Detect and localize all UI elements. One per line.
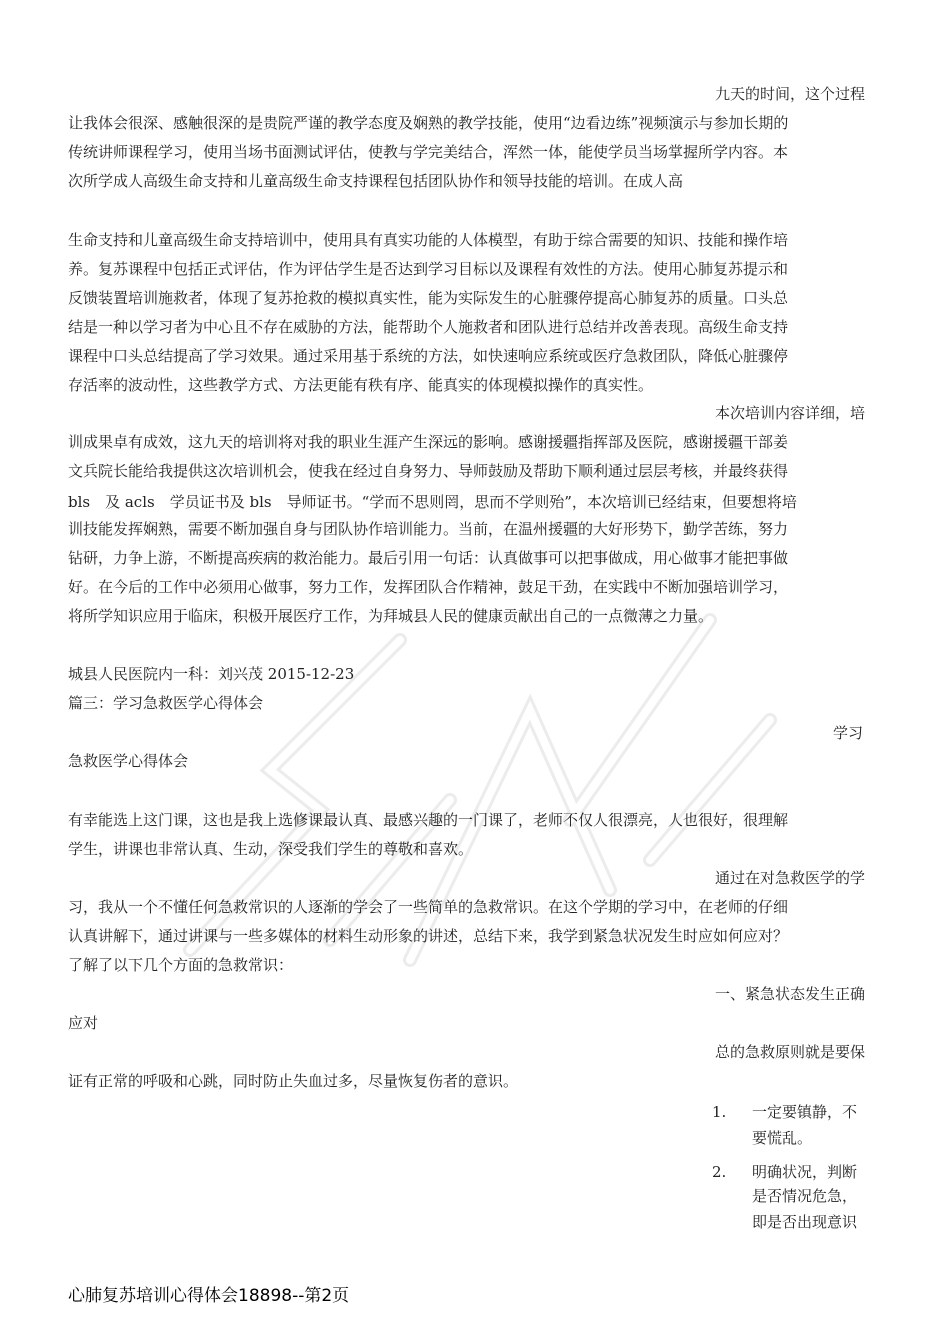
- paragraph-3-line: 训成果卓有成效，这九天的培训将对我的职业生涯产生深远的影响。感谢援疆指挥部及医院，感谢援疆干部姜: [68, 433, 789, 451]
- paragraph-3-line: 文兵院长能给我提供这次培训机会，使我在经过自身努力、导师鼓励及帮助下顺利通过层层考核，并最终获得: [68, 462, 789, 480]
- paragraph-2-line: 结是一种以学习者为中心且不存在威胁的方法，能帮助个人施救者和团队进行总结并改善表现。高级生命支持: [68, 318, 789, 336]
- paragraph-3-line: 将所学知识应用于临床，积极开展医疗工作，为拜城县人民的健康贡献出自己的一点微薄之力量。: [68, 607, 714, 625]
- paragraph-5-right-lead: 通过在对急救医学的学: [715, 869, 866, 887]
- paragraph-4-line: 学生，讲课也非常认真、生动，深受我们学生的尊敬和喜欢。: [68, 840, 474, 858]
- paragraph-2-line: 课程中口头总结提高了学习效果。通过采用基于系统的方法，如快速响应系统或医疗急救团队，降低心脏骤停: [68, 347, 789, 365]
- paragraph-1-line: 次所学成人高级生命支持和儿童高级生命支持课程包括团队协作和领导技能的培训。在成人高: [68, 172, 684, 190]
- paragraph-5-line: 习，我从一个不懂任何急救常识的人逐渐的学会了一些简单的急救常识。在这个学期的学习中，在老师的仔细: [68, 898, 789, 916]
- paragraph-2-line: 反馈装置培训施救者，体现了复苏抢救的模拟真实性，能为实际发生的心脏骤停提高心肺复苏的质量。口头总: [68, 289, 789, 307]
- list-item-line: 即是否出现意识: [752, 1213, 858, 1231]
- list-item-line: 要慌乱。: [752, 1129, 813, 1147]
- paragraph-3-right-lead: 本次培训内容详细，培: [715, 404, 866, 422]
- page-footer: 心肺复苏培训心得体会18898--第2页: [68, 1286, 350, 1306]
- paragraph-1-line: 让我体会很深、感触很深的是贵院严谨的教学态度及娴熟的教学技能，使用“边看边练”视频演示与参加长期的: [68, 114, 789, 132]
- paragraph-3-line: 训技能发挥娴熟，需要不断加强自身与团队协作培训能力。当前，在温州援疆的大好形势下，勤学苦练，努力: [68, 520, 789, 538]
- paragraph-2-line: 存活率的波动性，这些教学方式、方法更能有秩有序、能真实的体现模拟操作的真实性。: [68, 376, 654, 394]
- paragraph-1-line: 传统讲师课程学习，使用当场书面测试评估，使教与学完美结合，浑然一体，能使学员当场掌握所学内容。本: [68, 143, 789, 161]
- paragraph-4-line: 有幸能选上这门课，这也是我上选修课最认真、最感兴趣的一门课了，老师不仅人很漂亮，人也很好，很理解: [68, 811, 789, 829]
- paragraph-2-line: 生命支持和儿童高级生命支持培训中，使用具有真实功能的人体模型，有助于综合需要的知识、技能和操作培: [68, 231, 789, 249]
- section-heading-cont: 急救医学心得体会: [68, 752, 189, 770]
- paragraph-3-line: bls 及 acls 学员证书及 bls 导师证书。“学而不思则罔，思而不学则殆”，本次培训已经结束，但要想将培: [68, 493, 797, 511]
- list-item-number: 2.: [712, 1163, 727, 1181]
- list-item-line: 是否情况危急，: [752, 1187, 858, 1205]
- paragraph-5-line: 认真讲解下，通过讲课与一些多媒体的材料生动形象的讲述，总结下来，我学到紧急状况发生时应如何应对？: [68, 927, 789, 945]
- list-item-line: 一定要镇静，不: [752, 1103, 858, 1121]
- paragraph-3-line: 钻研，力争上游，不断提高疾病的救治能力。最后引用一句话：认真做事可以把事做成，用心做事才能把事做: [68, 549, 789, 567]
- list-item-line: 明确状况，判断: [752, 1163, 858, 1181]
- paragraph-6-line: 证有正常的呼吸和心跳，同时防止失血过多，尽量恢复伤者的意识。: [68, 1072, 519, 1090]
- list-item-number: 1.: [712, 1103, 727, 1121]
- paragraph-2-line: 养。复苏课程中包括正式评估，作为评估学生是否达到学习目标以及课程有效性的方法。使用心肺复苏提示和: [68, 260, 789, 278]
- paragraph-6-right-lead: 总的急救原则就是要保: [715, 1043, 866, 1061]
- heading-1-cont: 应对: [68, 1014, 99, 1032]
- section-heading-right: 学习: [833, 724, 864, 742]
- heading-1-right: 一、紧急状态发生正确: [715, 985, 866, 1003]
- paragraph-1-right-lead: 九天的时间，这个过程: [715, 85, 866, 103]
- paragraph-3-line: 好。在今后的工作中必须用心做事，努力工作，发挥团队合作精神，鼓足干劲，在实践中不断加强培训学习，: [68, 578, 789, 596]
- signature-line: 城县人民医院内一科：刘兴茂 2015-12-23: [68, 665, 355, 683]
- section-title: 篇三：学习急救医学心得体会: [68, 694, 264, 712]
- paragraph-5-line: 了解了以下几个方面的急救常识：: [68, 956, 294, 974]
